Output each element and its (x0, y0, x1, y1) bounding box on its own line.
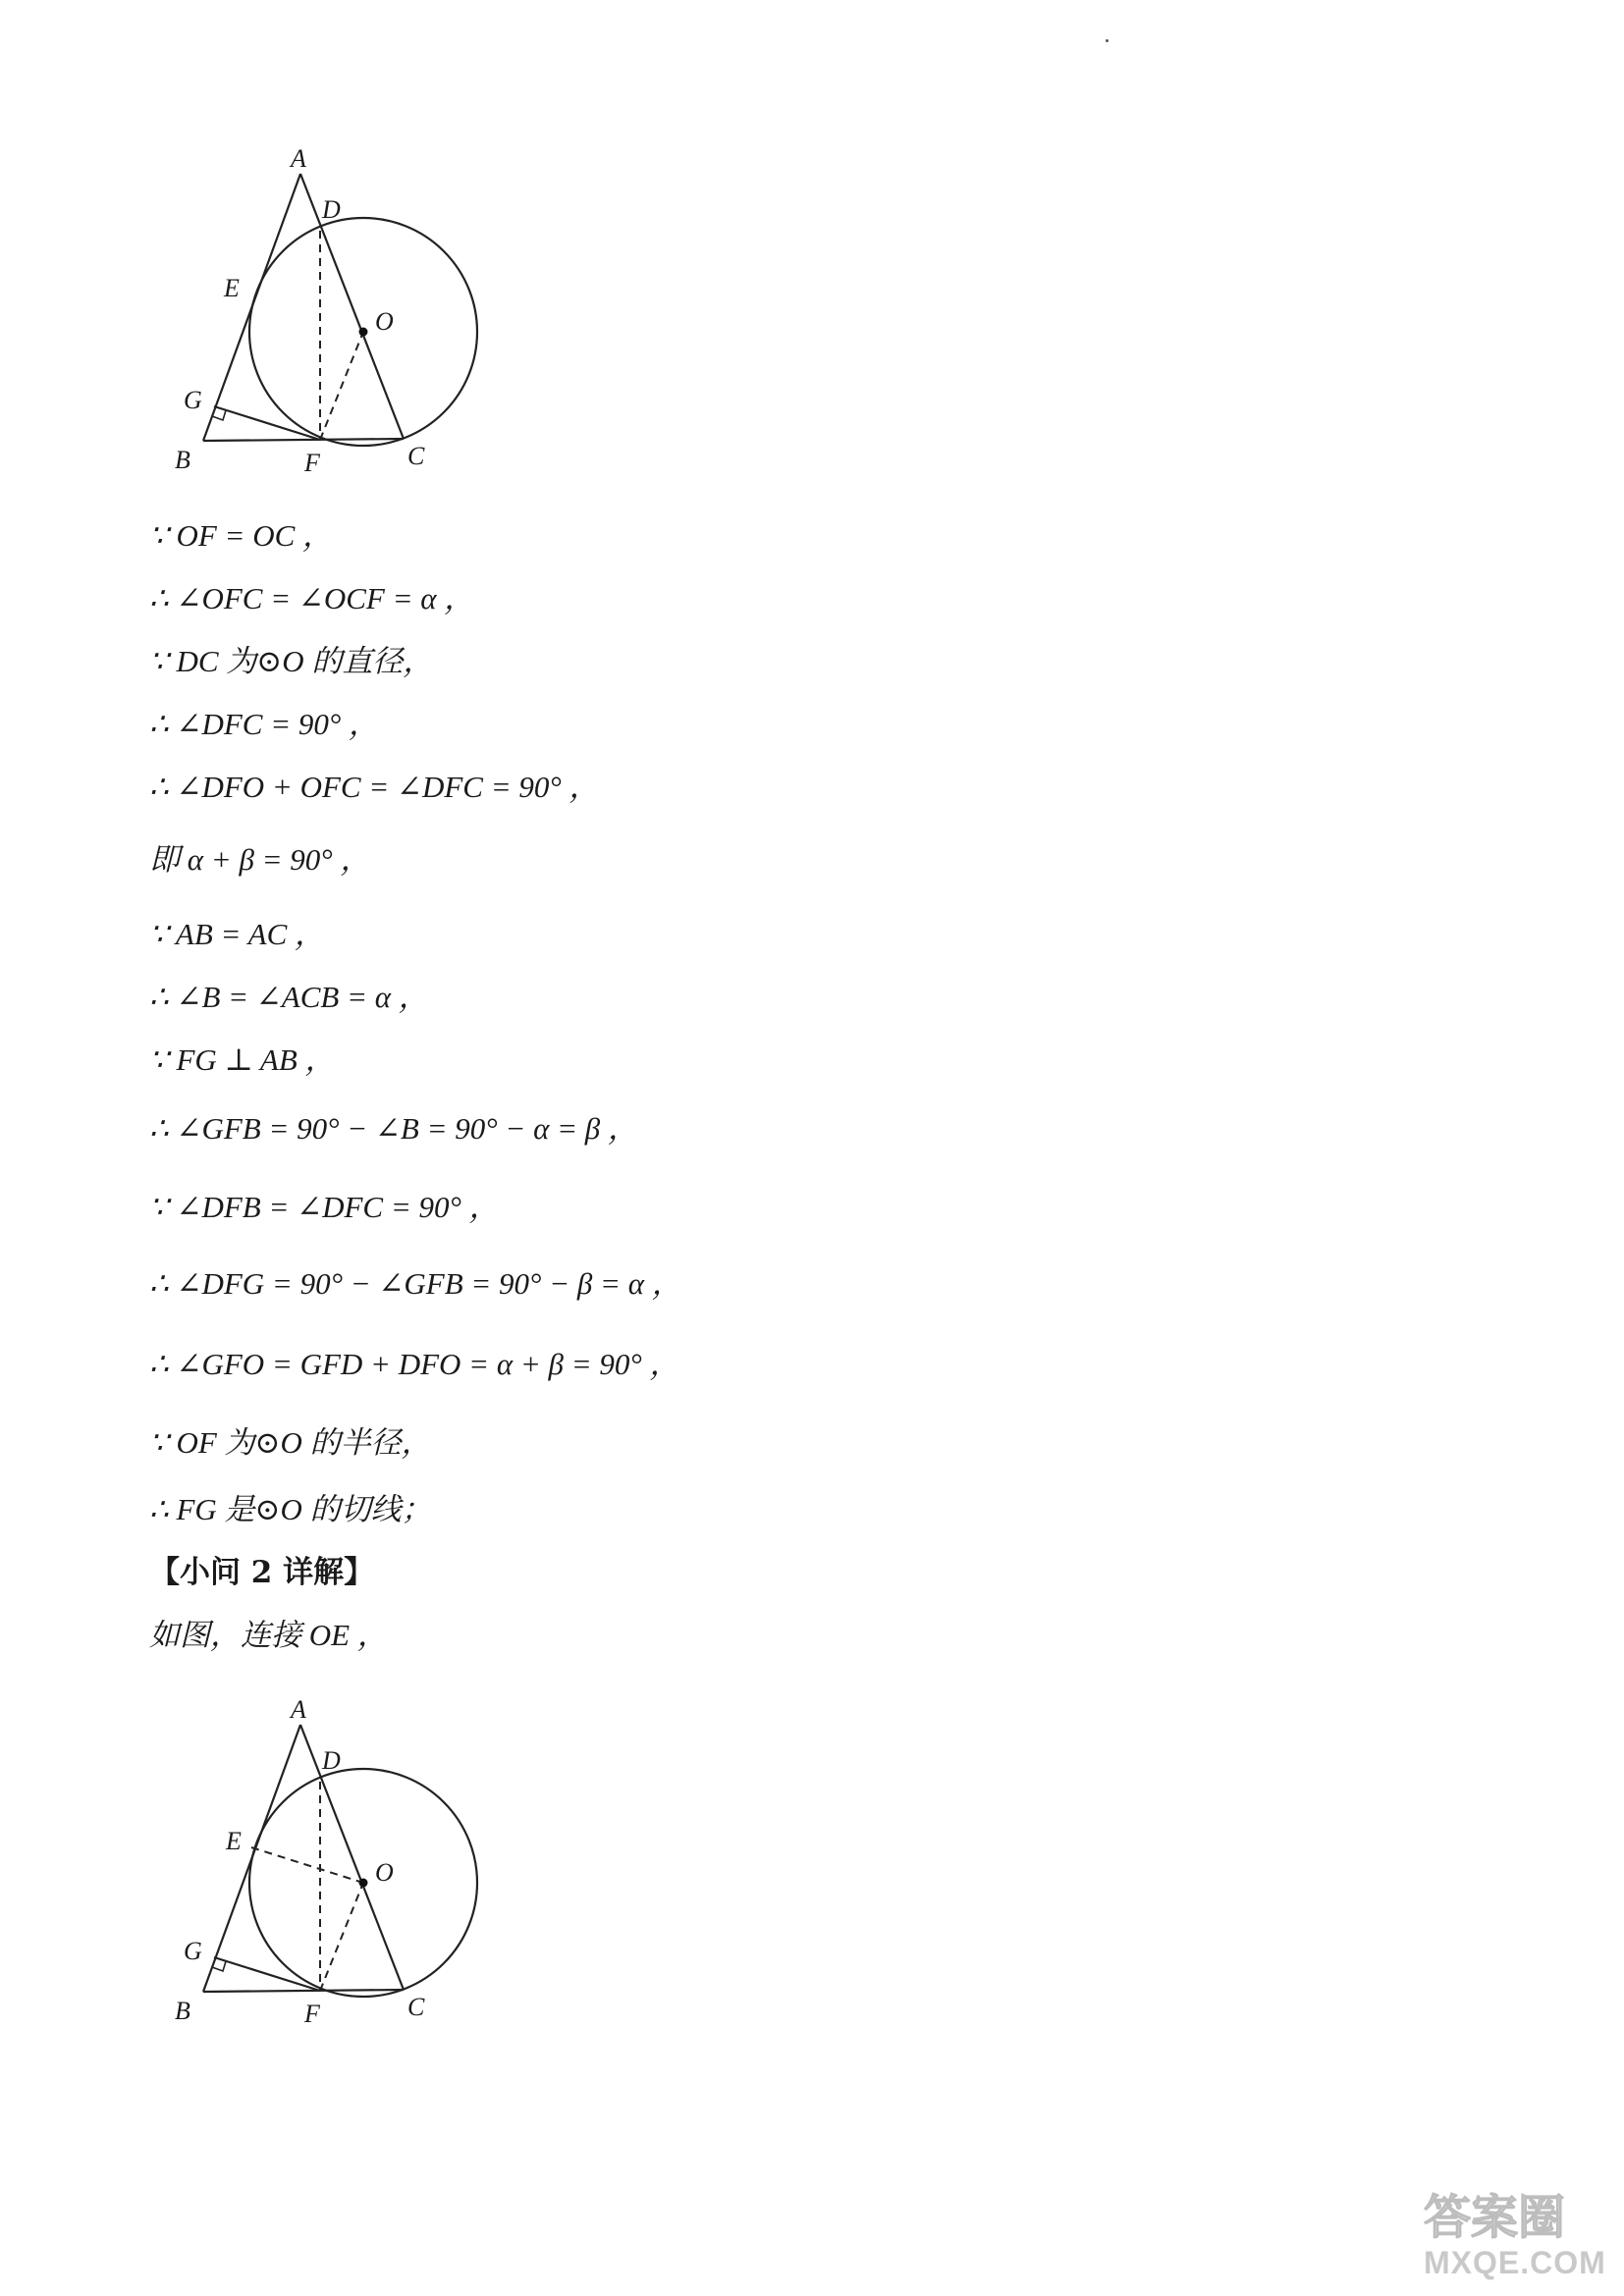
segment-of-dashed (320, 332, 363, 440)
label-f: F (304, 449, 320, 477)
proof-line: ∵ ∠DFB = ∠DFC = 90° ， (149, 1190, 500, 1224)
geometry-figure-1-svg (157, 144, 491, 481)
label-a: A (291, 144, 306, 173)
watermark-site: MXQE.COM (1424, 2245, 1606, 2280)
watermark (1424, 2184, 1610, 2287)
proof-line: ∴ ∠GFB = 90° − ∠B = 90° − α = β ， (149, 1111, 638, 1146)
center-point-o (359, 328, 368, 337)
section-intro: 如图，连接 OE ， (149, 1618, 388, 1652)
watermark-logo-text: 答案圈 (1424, 2190, 1566, 2245)
page-dot (1106, 39, 1109, 42)
segment-bc (203, 439, 404, 441)
proof-line: ∵ FG ⊥ AB ， (149, 1042, 336, 1077)
label-d: D (322, 1746, 341, 1775)
label-b: B (175, 1997, 190, 2025)
label-c: C (407, 1993, 425, 2021)
segment-ac (300, 174, 404, 439)
proof-line: ∵ OF 为⊙O 的半径， (149, 1425, 432, 1460)
proof-line: ∵ DC 为⊙O 的直径， (149, 644, 434, 678)
proof-line: ∴ ∠DFO + OFC = ∠DFC = 90° ， (149, 770, 600, 804)
proof-line: ∴ ∠DFC = 90° ， (149, 707, 380, 741)
label-g: G (184, 1937, 202, 1965)
label-f: F (304, 2000, 320, 2028)
proof-line: 即 α + β = 90° ， (149, 842, 371, 877)
segment-fg (214, 1957, 320, 1991)
segment-of-dashed (320, 1883, 363, 1991)
section-heading: 【小问 2 详解】 (149, 1555, 375, 1590)
watermark-logo (1424, 2184, 1600, 2245)
segment-oe-dashed (251, 1847, 363, 1883)
geometry-figure-2-svg (157, 1695, 491, 2032)
geometry-figure-1 (157, 144, 491, 481)
label-o: O (375, 1858, 394, 1887)
proof-line: ∴ ∠B = ∠ACB = α ， (149, 980, 429, 1014)
label-c: C (407, 442, 425, 470)
proof-line: ∵ AB = AC ， (149, 917, 326, 951)
geometry-figure-2 (157, 1695, 491, 2032)
segment-ac (300, 1725, 404, 1990)
label-a: A (291, 1695, 306, 1724)
proof-line: ∴ ∠DFG = 90° − ∠GFB = 90° − β = α ， (149, 1266, 682, 1301)
proof-line: ∴ ∠OFC = ∠OCF = α ， (149, 581, 475, 615)
center-point-o (359, 1879, 368, 1888)
segment-fg (214, 406, 320, 440)
label-d: D (322, 195, 341, 224)
proof-line: ∴ ∠GFO = GFD + DFO = α + β = 90° ， (149, 1347, 680, 1381)
label-g: G (184, 386, 202, 414)
label-e: E (226, 1827, 242, 1855)
label-e: E (224, 274, 240, 302)
proof-line: ∴ FG 是⊙O 的切线； (149, 1492, 432, 1526)
label-o: O (375, 307, 394, 336)
segment-bc (203, 1990, 404, 1992)
label-b: B (175, 446, 190, 474)
proof-line: ∵ OF = OC ， (149, 518, 334, 553)
